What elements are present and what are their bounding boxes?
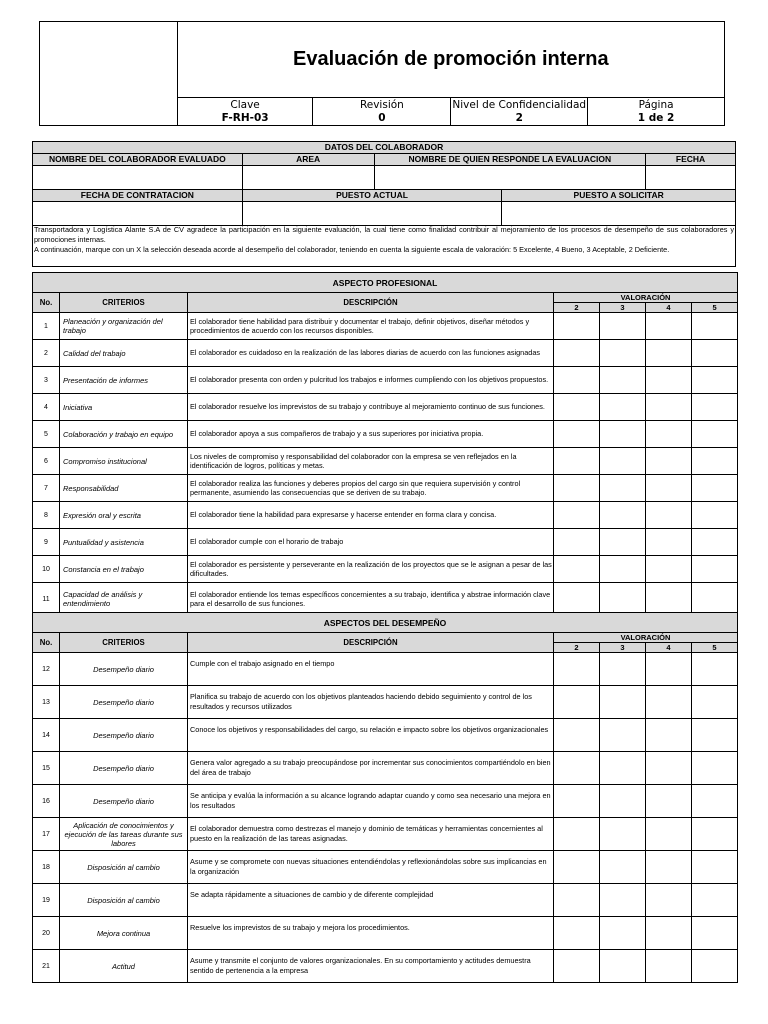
criterio-cell: Planeación y organización del trabajo bbox=[60, 313, 188, 340]
col-descripcion: DESCRIPCIÓN bbox=[188, 633, 554, 653]
descripcion-cell: Conoce los objetivos y responsabilidades del cargo, su relación e impacto sobre los objetivos organizacionales bbox=[188, 719, 554, 752]
rating-cell-5[interactable] bbox=[692, 502, 738, 529]
rating-cell-2[interactable] bbox=[554, 313, 600, 340]
rating-cell-2[interactable] bbox=[554, 394, 600, 421]
row-number: 19 bbox=[33, 884, 60, 917]
criterion-row bbox=[33, 851, 738, 884]
intro-paragraph-2: A continuación, marque con un X la selección deseada acorde al desempeño del colaborador, teniendo en cuenta la siguiente escala de valoración: 5 Excelente, 4 Bueno, 3 Aceptable, 2 Deficiente. bbox=[34, 245, 670, 254]
criterio-cell: Desempeño diario bbox=[60, 719, 188, 752]
col-fecha-contratacion: FECHA DE CONTRATACION bbox=[33, 190, 243, 202]
rating-cell-4[interactable] bbox=[646, 475, 692, 502]
criterio-cell: Puntualidad y asistencia bbox=[60, 529, 188, 556]
rating-cell-3[interactable] bbox=[600, 394, 646, 421]
row-number: 14 bbox=[33, 719, 60, 752]
row-number: 16 bbox=[33, 785, 60, 818]
rating-cell-2[interactable] bbox=[554, 752, 600, 785]
criterio-cell: Colaboración y trabajo en equipo bbox=[60, 421, 188, 448]
criterion-row bbox=[33, 502, 738, 529]
rating-cell-4[interactable] bbox=[646, 529, 692, 556]
scale-header-2: 2 bbox=[554, 303, 600, 313]
rating-cell-3[interactable] bbox=[600, 529, 646, 556]
row-number: 21 bbox=[33, 950, 60, 983]
rating-cell-3[interactable] bbox=[600, 583, 646, 616]
scale-header-4: 4 bbox=[646, 643, 692, 653]
aspecto-profesional-table bbox=[32, 272, 738, 616]
row-number: 18 bbox=[33, 851, 60, 884]
input-fecha[interactable] bbox=[646, 166, 736, 190]
descripcion-cell: Se anticipa y evalúa la información a su alcance logrando adaptar cuando y como sea necesario una mejora en los resultados bbox=[188, 785, 554, 818]
rating-cell-4[interactable] bbox=[646, 653, 692, 686]
rating-cell-3[interactable] bbox=[600, 475, 646, 502]
rating-cell-4[interactable] bbox=[646, 719, 692, 752]
rating-cell-3[interactable] bbox=[600, 818, 646, 851]
rating-cell-4[interactable] bbox=[646, 502, 692, 529]
rating-cell-5[interactable] bbox=[692, 917, 738, 950]
rating-cell-4[interactable] bbox=[646, 950, 692, 983]
row-number: 15 bbox=[33, 752, 60, 785]
criterion-row bbox=[33, 818, 738, 851]
criterion-row bbox=[33, 556, 738, 583]
revision-cell bbox=[313, 98, 451, 126]
criterion-row bbox=[33, 583, 738, 616]
rating-cell-2[interactable] bbox=[554, 556, 600, 583]
rating-cell-4[interactable] bbox=[646, 818, 692, 851]
criterion-row bbox=[33, 950, 738, 983]
input-nombre-responde[interactable] bbox=[374, 166, 646, 190]
rating-cell-5[interactable] bbox=[692, 421, 738, 448]
criterion-row bbox=[33, 448, 738, 475]
rating-cell-5[interactable] bbox=[692, 884, 738, 917]
row-number: 11 bbox=[33, 583, 60, 616]
criterion-row bbox=[33, 686, 738, 719]
rating-cell-5[interactable] bbox=[692, 529, 738, 556]
rating-cell-3[interactable] bbox=[600, 340, 646, 367]
descripcion-cell: El colaborador realiza las funciones y deberes propios del cargo sin que requiera supervisión y control permanente, asumiendo las consecuencias que se deriven de su trabajo. bbox=[188, 475, 554, 502]
col-descripcion: DESCRIPCIÓN bbox=[188, 293, 554, 313]
criterio-cell: Aplicación de conocimientos y ejecución de las tareas durante sus labores bbox=[60, 818, 188, 851]
document-title: Evaluación de promoción interna bbox=[177, 22, 724, 98]
rating-cell-3[interactable] bbox=[600, 448, 646, 475]
rating-cell-3[interactable] bbox=[600, 502, 646, 529]
criterio-cell: Desempeño diario bbox=[60, 686, 188, 719]
rating-cell-2[interactable] bbox=[554, 686, 600, 719]
criterion-row bbox=[33, 529, 738, 556]
rating-cell-5[interactable] bbox=[692, 818, 738, 851]
rating-cell-3[interactable] bbox=[600, 752, 646, 785]
input-area[interactable] bbox=[242, 166, 374, 190]
rating-cell-4[interactable] bbox=[646, 367, 692, 394]
row-number: 1 bbox=[33, 313, 60, 340]
criterio-cell: Capacidad de análisis y entendimiento bbox=[60, 583, 188, 616]
clave-cell bbox=[177, 98, 313, 126]
nivel-label: Nivel de Confidencialidad bbox=[452, 98, 587, 111]
descripcion-cell: Genera valor agregado a su trabajo preocupándose por incrementar sus conocimientos compartiéndolo en bien del área de trabajo bbox=[188, 752, 554, 785]
row-number: 6 bbox=[33, 448, 60, 475]
col-no: No. bbox=[33, 293, 60, 313]
criterion-row bbox=[33, 367, 738, 394]
criterio-cell: Presentación de informes bbox=[60, 367, 188, 394]
descripcion-cell: El colaborador tiene la habilidad para expresarse y hacerse entender en forma clara y concisa. bbox=[188, 502, 554, 529]
criterion-row bbox=[33, 340, 738, 367]
criterion-row bbox=[33, 785, 738, 818]
rating-cell-5[interactable] bbox=[692, 475, 738, 502]
row-number: 5 bbox=[33, 421, 60, 448]
row-number: 9 bbox=[33, 529, 60, 556]
criterion-row bbox=[33, 719, 738, 752]
criterion-row bbox=[33, 752, 738, 785]
criterio-cell: Disposición al cambio bbox=[60, 884, 188, 917]
pagina-value: 1 de 2 bbox=[637, 111, 675, 124]
descripcion-cell: El colaborador apoya a sus compañeros de trabajo y a sus superiores por iniciativa propia. bbox=[188, 421, 554, 448]
rating-cell-5[interactable] bbox=[692, 583, 738, 616]
rating-cell-2[interactable] bbox=[554, 653, 600, 686]
descripcion-cell: Asume y transmite el conjunto de valores organizacionales. En su comportamiento y actitudes demuestra sentido de pertenencia a la empresa bbox=[188, 950, 554, 983]
descripcion-cell: El colaborador es cuidadoso en la realización de las labores diarias de acuerdo con las funciones asignadas bbox=[188, 340, 554, 367]
rating-cell-5[interactable] bbox=[692, 950, 738, 983]
descripcion-cell: El colaborador presenta con orden y pulcritud los trabajos e informes cumpliendo con los objetivos propuestos. bbox=[188, 367, 554, 394]
scale-header-5: 5 bbox=[692, 643, 738, 653]
descripcion-cell: Resuelve los imprevistos de su trabajo y mejora los procedimientos. bbox=[188, 917, 554, 950]
rating-cell-2[interactable] bbox=[554, 529, 600, 556]
rating-cell-2[interactable] bbox=[554, 818, 600, 851]
rating-cell-2[interactable] bbox=[554, 950, 600, 983]
rating-cell-4[interactable] bbox=[646, 394, 692, 421]
rating-cell-5[interactable] bbox=[692, 851, 738, 884]
nivel-value: 2 bbox=[515, 111, 523, 124]
rating-cell-4[interactable] bbox=[646, 752, 692, 785]
col-nombre-responde: NOMBRE DE QUIEN RESPONDE LA EVALUACION bbox=[374, 154, 646, 166]
col-puesto-solicitar: PUESTO A SOLICITAR bbox=[502, 190, 736, 202]
descripcion-cell: El colaborador entiende los temas específicos concernientes a su trabajo, identifica y abstrae información clave para el desarrollo de sus funciones. bbox=[188, 583, 554, 616]
rating-cell-4[interactable] bbox=[646, 340, 692, 367]
scale-header-5: 5 bbox=[692, 303, 738, 313]
rating-cell-4[interactable] bbox=[646, 917, 692, 950]
col-fecha: FECHA bbox=[646, 154, 736, 166]
profesional-section-title: ASPECTO PROFESIONAL bbox=[33, 273, 738, 293]
rating-cell-2[interactable] bbox=[554, 502, 600, 529]
rating-cell-5[interactable] bbox=[692, 313, 738, 340]
pagina-cell bbox=[588, 98, 725, 126]
criterio-cell: Desempeño diario bbox=[60, 752, 188, 785]
rating-cell-2[interactable] bbox=[554, 448, 600, 475]
descripcion-cell: Se adapta rápidamente a situaciones de cambio y de diferente complejidad bbox=[188, 884, 554, 917]
row-number: 8 bbox=[33, 502, 60, 529]
descripcion-cell: El colaborador resuelve los imprevistos de su trabajo y contribuye al mejoramiento continuo de sus funciones. bbox=[188, 394, 554, 421]
criterion-row bbox=[33, 653, 738, 686]
criterio-cell: Expresión oral y escrita bbox=[60, 502, 188, 529]
row-number: 20 bbox=[33, 917, 60, 950]
rating-cell-2[interactable] bbox=[554, 583, 600, 616]
rating-cell-2[interactable] bbox=[554, 719, 600, 752]
descripcion-cell: Planifica su trabajo de acuerdo con los objetivos planteados haciendo debido seguimiento y control de los resultados y recursos utilizados bbox=[188, 686, 554, 719]
row-number: 2 bbox=[33, 340, 60, 367]
descripcion-cell: El colaborador cumple con el horario de trabajo bbox=[188, 529, 554, 556]
scale-header-3: 3 bbox=[600, 643, 646, 653]
input-nombre-evaluado[interactable] bbox=[33, 166, 243, 190]
rating-cell-5[interactable] bbox=[692, 340, 738, 367]
criterio-cell: Mejora continua bbox=[60, 917, 188, 950]
rating-cell-3[interactable] bbox=[600, 719, 646, 752]
descripcion-cell: Cumple con el trabajo asignado en el tiempo bbox=[188, 653, 554, 686]
criterio-cell: Responsabilidad bbox=[60, 475, 188, 502]
rating-cell-2[interactable] bbox=[554, 475, 600, 502]
rating-cell-3[interactable] bbox=[600, 686, 646, 719]
rating-cell-5[interactable] bbox=[692, 785, 738, 818]
rating-cell-2[interactable] bbox=[554, 340, 600, 367]
rating-cell-4[interactable] bbox=[646, 448, 692, 475]
nivel-cell bbox=[451, 98, 588, 126]
rating-cell-4[interactable] bbox=[646, 421, 692, 448]
row-number: 17 bbox=[33, 818, 60, 851]
col-valoracion: VALORACIÓN bbox=[554, 633, 738, 643]
col-area: AREA bbox=[242, 154, 374, 166]
revision-value: 0 bbox=[378, 111, 386, 124]
criterio-cell: Compromiso institucional bbox=[60, 448, 188, 475]
criterion-row bbox=[33, 917, 738, 950]
row-number: 4 bbox=[33, 394, 60, 421]
criterio-cell: Constancia en el trabajo bbox=[60, 556, 188, 583]
rating-cell-5[interactable] bbox=[692, 448, 738, 475]
col-criterios: CRITERIOS bbox=[60, 633, 188, 653]
rating-cell-3[interactable] bbox=[600, 851, 646, 884]
clave-value: F-RH-03 bbox=[221, 111, 269, 124]
rating-cell-2[interactable] bbox=[554, 367, 600, 394]
rating-cell-5[interactable] bbox=[692, 367, 738, 394]
rating-cell-2[interactable] bbox=[554, 851, 600, 884]
descripcion-cell: El colaborador tiene habilidad para distribuir y documentar el trabajo, definir objetivos, diseñar métodos y procedimientos de acuerdo con los recursos disponibles. bbox=[188, 313, 554, 340]
col-puesto-actual: PUESTO ACTUAL bbox=[242, 190, 502, 202]
input-puesto-solicitar[interactable] bbox=[502, 202, 736, 226]
rating-cell-3[interactable] bbox=[600, 950, 646, 983]
criterio-cell: Desempeño diario bbox=[60, 653, 188, 686]
rating-cell-3[interactable] bbox=[600, 313, 646, 340]
scale-header-2: 2 bbox=[554, 643, 600, 653]
rating-cell-5[interactable] bbox=[692, 653, 738, 686]
rating-cell-5[interactable] bbox=[692, 719, 738, 752]
descripcion-cell: El colaborador demuestra como destrezas el manejo y dominio de temáticas y herramientas concernientes al puesto en la realización de las tareas asignadas. bbox=[188, 818, 554, 851]
rating-cell-2[interactable] bbox=[554, 884, 600, 917]
descripcion-cell: Los niveles de compromiso y responsabilidad del colaborador con la empresa se ven reflejados en la identificación de logros, políticas y metas. bbox=[188, 448, 554, 475]
criterio-cell: Disposición al cambio bbox=[60, 851, 188, 884]
pagina-label: Página bbox=[638, 98, 674, 111]
row-number: 10 bbox=[33, 556, 60, 583]
rating-cell-4[interactable] bbox=[646, 884, 692, 917]
rating-cell-4[interactable] bbox=[646, 785, 692, 818]
descripcion-cell: El colaborador es persistente y perseverante en la realización de los proyectos que se le asignan a pesar de las dificultades. bbox=[188, 556, 554, 583]
document-header bbox=[39, 21, 725, 126]
col-no: No. bbox=[33, 633, 60, 653]
rating-cell-4[interactable] bbox=[646, 851, 692, 884]
intro-text bbox=[32, 225, 736, 267]
rating-cell-5[interactable] bbox=[692, 686, 738, 719]
scale-header-4: 4 bbox=[646, 303, 692, 313]
criterio-cell: Calidad del trabajo bbox=[60, 340, 188, 367]
rating-cell-3[interactable] bbox=[600, 884, 646, 917]
criterio-cell: Actitud bbox=[60, 950, 188, 983]
row-number: 12 bbox=[33, 653, 60, 686]
rating-cell-3[interactable] bbox=[600, 917, 646, 950]
col-valoracion: VALORACIÓN bbox=[554, 293, 738, 303]
criterion-row bbox=[33, 394, 738, 421]
desempeno-section-title: ASPECTOS DEL DESEMPEÑO bbox=[33, 613, 738, 633]
row-number: 3 bbox=[33, 367, 60, 394]
rating-cell-3[interactable] bbox=[600, 421, 646, 448]
rating-cell-4[interactable] bbox=[646, 556, 692, 583]
criterion-row bbox=[33, 313, 738, 340]
criterio-cell: Desempeño diario bbox=[60, 785, 188, 818]
criterion-row bbox=[33, 884, 738, 917]
col-nombre-evaluado: NOMBRE DEL COLABORADOR EVALUADO bbox=[33, 154, 243, 166]
criterion-row bbox=[33, 421, 738, 448]
scale-header-3: 3 bbox=[600, 303, 646, 313]
descripcion-cell: Asume y se compromete con nuevas situaciones entendiéndolas y reflexionándolas sobre sus implicancias en la organización bbox=[188, 851, 554, 884]
revision-label: Revisión bbox=[359, 98, 404, 111]
rating-cell-2[interactable] bbox=[554, 421, 600, 448]
rating-cell-3[interactable] bbox=[600, 653, 646, 686]
rating-cell-3[interactable] bbox=[600, 556, 646, 583]
rating-cell-5[interactable] bbox=[692, 556, 738, 583]
input-fecha-contratacion[interactable] bbox=[33, 202, 243, 226]
rating-cell-5[interactable] bbox=[692, 752, 738, 785]
row-number: 7 bbox=[33, 475, 60, 502]
row-number: 13 bbox=[33, 686, 60, 719]
rating-cell-4[interactable] bbox=[646, 686, 692, 719]
rating-cell-5[interactable] bbox=[692, 394, 738, 421]
rating-cell-4[interactable] bbox=[646, 583, 692, 616]
rating-cell-2[interactable] bbox=[554, 917, 600, 950]
datos-section-title: DATOS DEL COLABORADOR bbox=[33, 142, 736, 154]
intro-paragraph-1: Transportadora y Logística Alante S.A de CV agradece la participación en la siguiente evaluación, la cual tiene como finalidad contribuir al mejoramiento de los procesos de desempeño de sus colaboradores y promociones internas. bbox=[34, 225, 734, 244]
datos-colaborador-table bbox=[32, 141, 736, 226]
clave-label: Clave bbox=[230, 98, 260, 111]
col-criterios: CRITERIOS bbox=[60, 293, 188, 313]
criterio-cell: Iniciativa bbox=[60, 394, 188, 421]
rating-cell-3[interactable] bbox=[600, 785, 646, 818]
rating-cell-2[interactable] bbox=[554, 785, 600, 818]
rating-cell-4[interactable] bbox=[646, 313, 692, 340]
criterion-row bbox=[33, 475, 738, 502]
logo-area bbox=[40, 22, 178, 126]
aspectos-desempeno-table bbox=[32, 612, 738, 983]
rating-cell-3[interactable] bbox=[600, 367, 646, 394]
input-puesto-actual[interactable] bbox=[242, 202, 502, 226]
